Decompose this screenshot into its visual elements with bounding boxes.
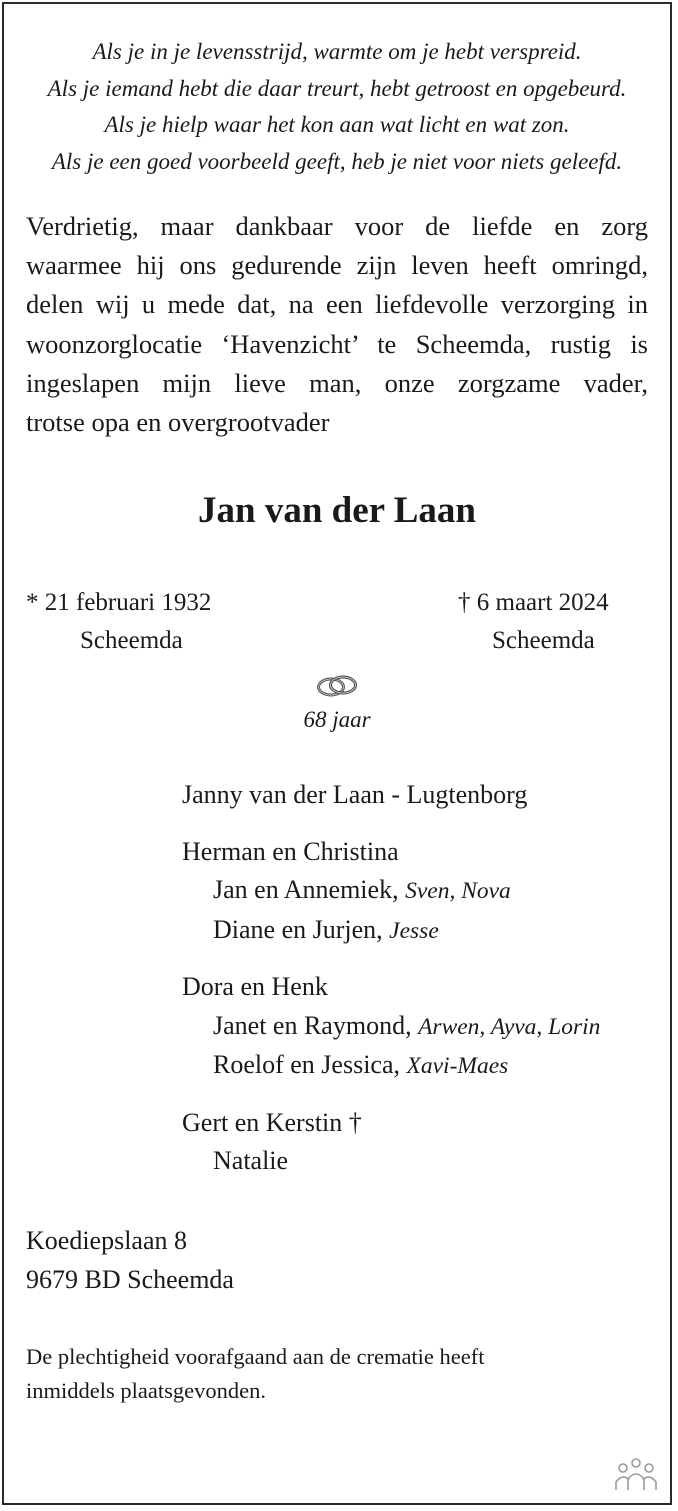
marriage-duration: 68 jaar (303, 707, 371, 732)
poem-line: Als je iemand hebt die daar treurt, hebt getroost en opgebeurd. (47, 75, 627, 101)
spouse-name: Janny van der Laan - Lugtenborg (182, 780, 528, 809)
grandchild-line (182, 1007, 600, 1047)
grandchild-couple: Jan en Annemiek, (213, 875, 399, 904)
intro-line: delen wij u mede dat, na een liefdevolle verzorging in (26, 289, 648, 320)
death-date: † 6 maart 2024 (458, 589, 609, 616)
address (26, 1221, 234, 1299)
intro-line: waarmee hij ons gedurende zijn leven heeft omringd, (26, 250, 648, 281)
child-couple: Gert en Kerstin † (182, 1107, 362, 1137)
family-group (182, 833, 600, 951)
great-grandchildren: Jesse (389, 917, 439, 944)
birth-info (26, 584, 256, 660)
poem (4, 34, 670, 180)
deceased-name: Jan van der Laan (198, 490, 476, 531)
grandchild-line (182, 871, 600, 911)
address-street: Koediepslaan 8 (26, 1226, 188, 1255)
grandchild-line (182, 1142, 600, 1181)
obituary-notice (2, 2, 672, 1505)
ceremony-line: De plechtigheid voorafgaand aan de crematie heeft (26, 1344, 485, 1369)
birth-place: Scheemda (80, 627, 183, 654)
family-group (182, 968, 600, 1086)
intro-line: woonzorglocatie ‘Havenzicht’ te Scheemda, rustig is (26, 328, 648, 359)
grandchild-couple: Roelof en Jessica, (213, 1050, 401, 1079)
child-couple: Dora en Henk (182, 972, 328, 1001)
poem-line: Als je een goed voorbeeld geeft, heb je niet voor niets geleefd. (51, 148, 623, 174)
grandchild-line (182, 911, 600, 951)
family-group (182, 1104, 600, 1181)
intro-line: ingeslapen mijn lieve man, onze zorgzame vader, (26, 367, 648, 398)
poem-line: Als je hielp waar het kon aan wat licht en wat zon. (104, 112, 570, 137)
wedding-rings-icon (315, 672, 359, 700)
grandchild-couple: Janet en Raymond, (213, 1010, 412, 1040)
family-people-icon (614, 1457, 658, 1491)
death-info (458, 584, 648, 660)
ceremony-line: inmiddels plaatsgevonden. (26, 1378, 266, 1403)
intro-text (26, 207, 648, 442)
grandchild-couple: Diane en Jurjen, (213, 914, 383, 944)
great-grandchildren: Xavi-Maes (406, 1053, 509, 1079)
intro-line: trotse opa en overgrootvader (26, 407, 330, 438)
grandchild-name: Natalie (213, 1146, 289, 1175)
grandchild-line (182, 1046, 600, 1086)
intro-line: Verdrietig, maar dankbaar voor de liefde en zorg (26, 211, 648, 241)
death-place: Scheemda (492, 627, 595, 654)
address-city: 9679 BD Scheemda (26, 1265, 234, 1294)
great-grandchildren: Sven, Nova (405, 878, 511, 904)
family-list (182, 776, 600, 1199)
spouse (182, 776, 600, 815)
poem-line: Als je in je levensstrijd, warmte om je hebt verspreid. (92, 39, 582, 64)
child-couple: Herman en Christina (182, 836, 399, 866)
great-grandchildren: Arwen, Ayva, Lorin (418, 1013, 601, 1040)
ceremony-note (26, 1340, 485, 1408)
birth-date: * 21 februari 1932 (26, 589, 212, 616)
